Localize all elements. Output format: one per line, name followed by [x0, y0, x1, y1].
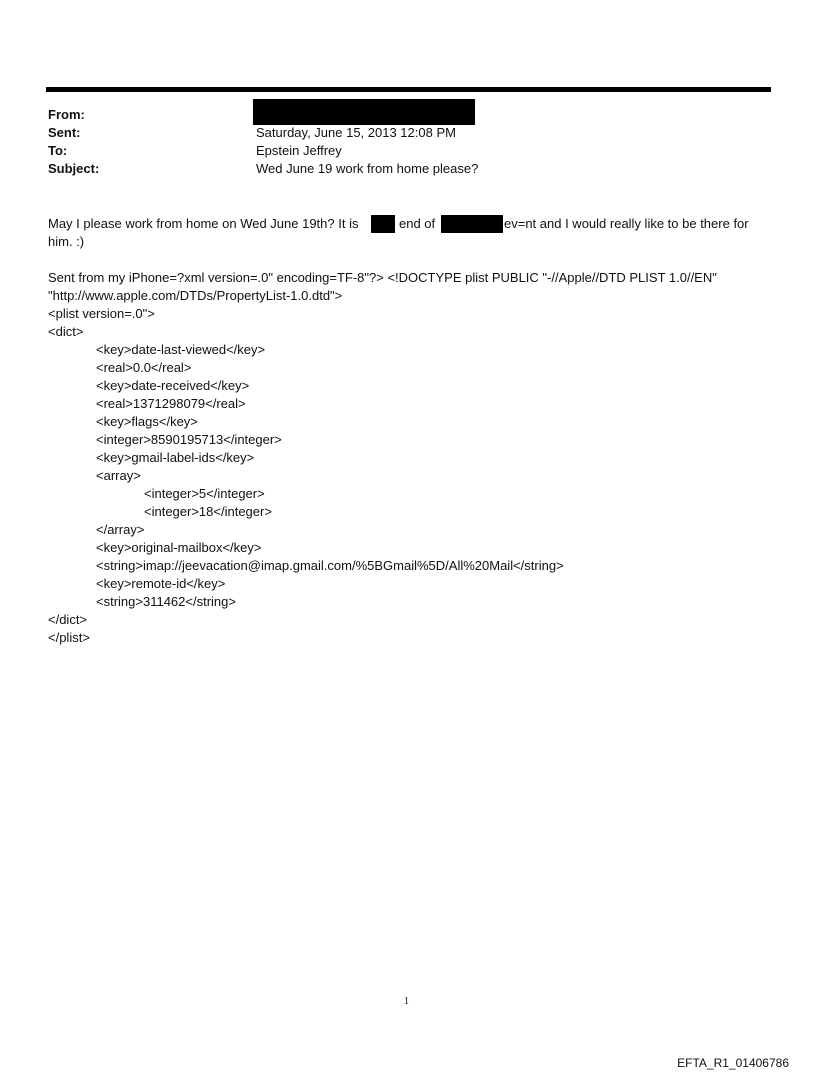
plist-line: <array> [96, 468, 141, 483]
plist-line: </dict> [48, 612, 88, 627]
body-line4: "http://www.apple.com/DTDs/PropertyList-1.0.dtd"> [48, 288, 343, 303]
from-label: From: [48, 107, 85, 122]
plist-line: <dict> [48, 324, 84, 339]
subject-label: Subject: [48, 161, 100, 176]
plist-line: <key>gmail-label-ids</key> [96, 450, 255, 465]
redacted-word-1 [371, 215, 395, 233]
sent-value: Saturday, June 15, 2013 12:08 PM [256, 125, 456, 140]
plist-line: </array> [96, 522, 145, 537]
to-label: To: [48, 143, 68, 158]
plist-line: <integer>5</integer> [144, 486, 265, 501]
plist-line: <key>date-last-viewed</key> [96, 342, 266, 357]
plist-line: <integer>8590195713</integer> [96, 432, 282, 447]
document-id: EFTA_R1_01406786 [677, 1056, 789, 1070]
plist-line: <string>imap://jeevacation@imap.gmail.com/%5BGmail%5D/All%20Mail</string> [96, 558, 564, 573]
plist-line: <string>311462</string> [96, 594, 236, 609]
plist-line: </plist> [48, 630, 90, 645]
plist-line: <key>remote-id</key> [96, 576, 226, 591]
page-number: 1 [404, 996, 409, 1007]
plist-line: <key>date-received</key> [96, 378, 250, 393]
body-line2: him. :) [48, 234, 85, 249]
plist-line: <key>original-mailbox</key> [96, 540, 262, 555]
subject-value: Wed June 19 work from home please? [256, 161, 479, 176]
plist-line: <real>0.0</real> [96, 360, 192, 375]
body-line1-b: end of [399, 216, 436, 231]
header-rule [46, 87, 771, 92]
plist-line: <key>flags</key> [96, 414, 198, 429]
redacted-word-2 [441, 215, 503, 233]
body-line1-c: ev=nt and I would really like to be there for [504, 216, 749, 231]
body-line3: Sent from my iPhone=?xml version=.0" encoding=TF-8"?> <!DOCTYPE plist PUBLIC "-//Apple//DTD PLIST 1.0//EN" [48, 270, 717, 285]
plist-line: <integer>18</integer> [144, 504, 272, 519]
plist-line: <real>1371298079</real> [96, 396, 246, 411]
body-line1-a: May I please work from home on Wed June 19th? It is [48, 216, 359, 231]
sent-label: Sent: [48, 125, 81, 140]
redacted-from [253, 99, 475, 125]
plist-line: <plist version=.0"> [48, 306, 155, 321]
to-value: Epstein Jeffrey [256, 143, 342, 158]
